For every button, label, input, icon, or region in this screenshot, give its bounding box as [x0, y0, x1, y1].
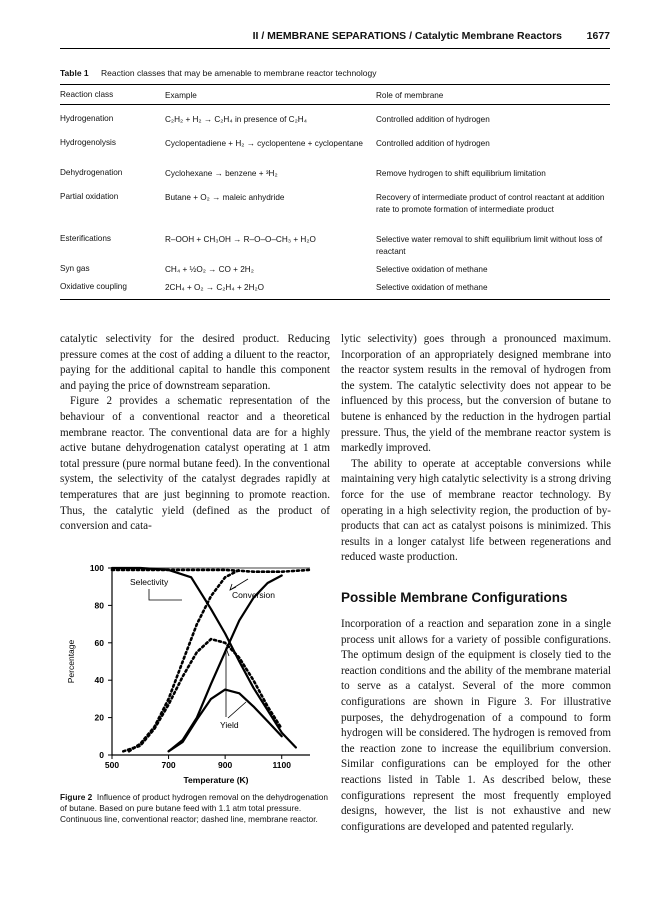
x-tick-label: 900 — [218, 760, 233, 770]
body-paragraph: Figure 2 provides a schematic representation of the behaviour of a conventional reactor and a theoretical membrane reactor. The conventional data are for a highly active butane dehydrogenation catalyst operating at 1 atm total pressure (pure normal butane feed). In the conventional system, the selectivity of the catalyst degrades rapidly at temperatures that are just beginning to promote reaction. Thus, the catalytic yield (defined as the product of conversion and cata- — [60, 395, 330, 533]
body-paragraph: catalytic selectivity for the desired product. Reducing pressure comes at the cost of adding a diluent to the reactor, paying for the additional capital to handle this component and paying the price of downstream separation. — [60, 333, 330, 392]
section-heading: Possible Membrane Configurations — [341, 590, 568, 605]
figure-label: Figure 2 — [60, 792, 93, 802]
annotation-yield: Yield — [220, 720, 239, 730]
y-tick-label: 60 — [94, 637, 104, 648]
series-line-selectivity-membrane — [112, 570, 310, 572]
reaction-class: Oxidative coupling — [60, 282, 127, 291]
reaction-example: R–OOH + CH₃OH → R–O–O–CH₃ + H₂O — [165, 235, 316, 244]
y-tick-label: 0 — [99, 750, 104, 760]
y-tick-label: 80 — [94, 600, 104, 611]
reaction-example: 2CH₄ + O₂ → C₂H₄ + 2H₂O — [165, 283, 265, 292]
membrane-role: Controlled addition of hydrogen — [376, 139, 490, 148]
y-tick-label: 40 — [94, 675, 104, 686]
reaction-example: C₂H₂ + H₂ → C₂H₄ in presence of C₂H₄ — [165, 115, 308, 124]
reaction-example: Butane + O₂ → maleic anhydride — [165, 193, 285, 202]
figure-caption-text: Influence of product hydrogen removal on the dehydrogenation of butane. Based on pure butane feed with 1.1 atm total pressure. Continuous line, conventional reactor; dashed line, membrane reactor. — [60, 792, 328, 824]
header-rule — [60, 48, 610, 49]
running-head-title: II / MEMBRANE SEPARATIONS / Catalytic Membrane Reactors — [252, 30, 562, 42]
left-column — [60, 332, 330, 535]
reaction-class: Esterifications — [60, 234, 111, 243]
chart — [60, 560, 340, 790]
reaction-class: Syn gas — [60, 264, 90, 273]
table-caption — [60, 68, 377, 78]
annotation-conversion: Conversion — [232, 590, 275, 600]
page-number: 1677 — [586, 30, 610, 42]
body-paragraph: lytic selectivity) goes through a pronounced maximum. Incorporation of an appropriately designed membrane into the reactor system results in the removal of hydrogen from the system. The catalytic selectivity does not appear to be influenced by this process, but the conversion of butane to butene is enhanced by the reduction in the hydrogen partial pressure. Thus, the yield of the membrane reactor system is markedly improved. — [341, 333, 611, 455]
column-header: Reaction class — [60, 90, 114, 99]
x-axis-label: Temperature (K) — [183, 775, 249, 785]
reaction-class: Hydrogenolysis — [60, 138, 116, 147]
membrane-role: Remove hydrogen to shift equilibrium limitation — [376, 169, 546, 178]
table-top-rule — [60, 84, 610, 85]
reaction-class: Hydrogenation — [60, 114, 114, 123]
x-tick-label: 1100 — [272, 760, 291, 770]
membrane-role: Selective oxidation of methane — [376, 265, 488, 274]
right-column — [341, 332, 611, 566]
table-header-rule — [60, 104, 610, 105]
x-tick-label: 700 — [161, 760, 176, 770]
annotation-selectivity-leader — [149, 589, 182, 600]
right-column-section — [341, 617, 611, 835]
figure-2 — [60, 560, 340, 790]
membrane-role: Recovery of intermediate product of control reactant at addition rate to promote formation of intermediate product — [376, 193, 605, 214]
column-header: Role of membrane — [376, 91, 444, 100]
body-paragraph: Incorporation of a reaction and separation zone in a single process unit allows for a variety of possible configurations. The optimum design of the equipment is closely tied to the reaction conditions and the ability of the membrane material to serve as a catalyst. Several of the more common configurations are shown in Figure 3. For illustrative purposes, the dehydrogenation of a compound to form hydrogen will be considered. The hydrogen is removed from the reaction zone to increase the equilibrium conversion. Similar configurations can be employed for the other reactions listed in Table 1. As described below, these configurations represent the most frequently employed designs, however, the list is not exhaustive and new configurations are developed and patented regularly. — [341, 618, 611, 833]
reaction-class: Dehydrogenation — [60, 168, 123, 177]
annotation-yield-leader-2 — [228, 702, 246, 718]
figure-caption — [60, 792, 335, 825]
y-axis-label: Percentage — [66, 639, 76, 684]
membrane-role: Selective water removal to shift equilibrium limit without loss of reactant — [376, 235, 603, 256]
column-header: Example — [165, 91, 197, 100]
table-bottom-rule — [60, 299, 610, 300]
annotation-selectivity: Selectivity — [130, 577, 169, 587]
membrane-role: Selective oxidation of methane — [376, 283, 488, 292]
running-head — [60, 30, 610, 46]
table-label: Table 1 — [60, 68, 89, 78]
y-tick-label: 20 — [94, 712, 104, 723]
reaction-example: Cyclohexane → benzene + ³H₂ — [165, 169, 278, 178]
x-tick-label: 500 — [104, 760, 120, 770]
reaction-class: Partial oxidation — [60, 192, 119, 201]
table-caption-text: Reaction classes that may be amenable to membrane reactor technology — [101, 68, 377, 78]
body-paragraph: The ability to operate at acceptable conversions while maintaining very high catalytic selectivity is a strong driving force for the use of membrane reactor technology. By operating in a high selectivity region, the production of by-products that can act as catalyst poisons is minimized. This results in a longer catalyst life between regenerations and reduced waste production. — [341, 457, 611, 564]
reaction-example: Cyclopentadiene + H₂ → cyclopentene + cyclopentane — [165, 139, 363, 148]
y-tick-label: 100 — [89, 563, 104, 573]
membrane-role: Controlled addition of hydrogen — [376, 115, 490, 124]
reaction-example: CH₄ + ½O₂ → CO + 2H₂ — [165, 265, 254, 274]
